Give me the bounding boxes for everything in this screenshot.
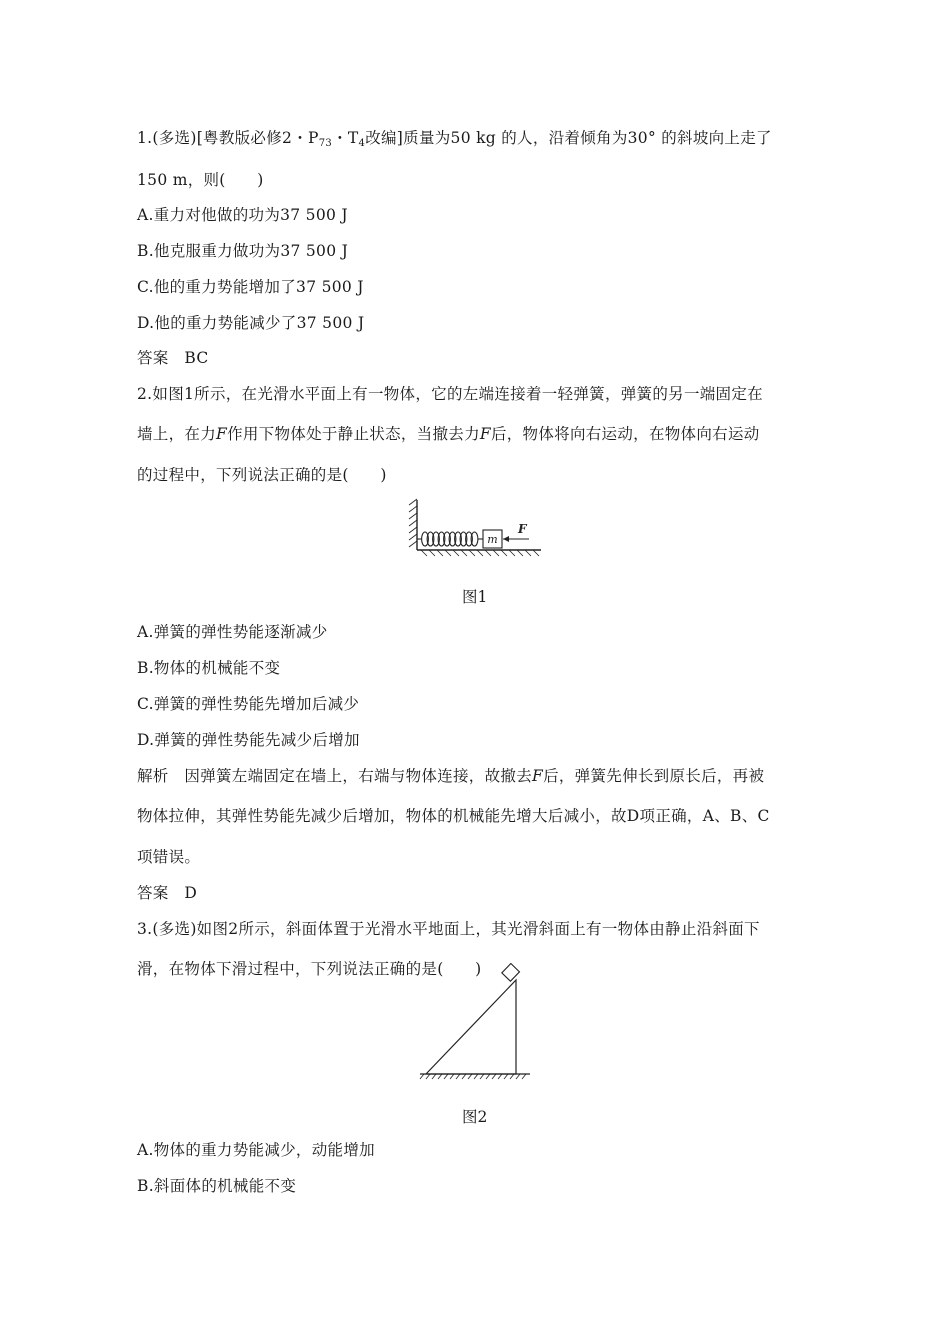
q3-stem-line2: 滑，在物体下滑过程中，下列说法正确的是( ): [137, 960, 482, 978]
q2-option-c: C.弹簧的弹性势能先增加后减少: [137, 695, 360, 713]
q2-analysis-line2: 物体拉伸，其弹性势能先减少后增加，物体的机械能先增大后减小，故D项正确，A、B、C: [137, 807, 770, 825]
q3-stem-line1: 3.(多选)如图2所示，斜面体置于光滑水平地面上，其光滑斜面上有一物体由静止沿斜面下: [137, 920, 760, 938]
q2-option-a: A.弹簧的弹性势能逐渐减少: [137, 623, 328, 641]
block-on-incline: [502, 964, 520, 982]
force-symbol: F: [532, 767, 544, 785]
q2-stem-line1: 2.如图1所示，在光滑水平面上有一物体，它的左端连接着一轻弹簧，弹簧的另一端固定在: [137, 385, 763, 403]
q1-stem-line1: [137, 128, 772, 154]
q2-analysis-line3: 项错误。: [137, 848, 201, 866]
q1-source: [粤教版必修2・$P_{73}$・$T_4$改编]: [196, 129, 404, 149]
force-label: F: [518, 522, 527, 536]
q2-analysis-line1: 解析 因弹簧左端固定在墙上，右端与物体连接，故撤去F后，弹簧先伸长到原长后，再被: [137, 767, 765, 785]
force-symbol: F: [216, 425, 228, 443]
q1-stem-text: 质量为50 kg 的人，沿着倾角为30° 的斜坡向上走了: [403, 129, 772, 147]
q1-answer: 答案 BC: [137, 349, 209, 367]
block-label: m: [487, 533, 498, 546]
incline: [426, 980, 516, 1074]
q1-option-a: A.重力对他做的功为37 500 J: [137, 206, 348, 224]
q1-tag: (多选): [152, 129, 197, 147]
force-symbol: F: [479, 425, 491, 443]
q1-option-b: B.他克服重力做功为37 500 J: [137, 242, 349, 260]
q1-option-c: C.他的重力势能增加了37 500 J: [137, 278, 364, 296]
spring: [417, 532, 483, 546]
q2-stem-line3: 的过程中，下列说法正确的是( ): [137, 466, 387, 484]
q2-answer: 答案 D: [137, 884, 198, 902]
q2-option-d: D.弹簧的弹性势能先减少后增加: [137, 731, 360, 749]
q3-option-a: A.物体的重力势能减少，动能增加: [137, 1141, 375, 1159]
q3-option-b: B.斜面体的机械能不变: [137, 1177, 297, 1195]
figure-1-spring-block: [405, 495, 545, 557]
q1-number: 1.: [137, 129, 153, 147]
q1-stem-line2: 150 m，则( ): [137, 171, 264, 189]
q1-option-d: D.他的重力势能减少了37 500 J: [137, 314, 365, 332]
q2-stem-line2: 墙上，在力F作用下物体处于静止状态，当撤去力F后，物体将向右运动，在物体向右运动: [137, 425, 760, 443]
figure-1-caption: 图1: [462, 588, 488, 606]
q2-option-b: B.物体的机械能不变: [137, 659, 281, 677]
figure-2-caption: 图2: [462, 1108, 488, 1126]
figure-2-incline: [418, 962, 533, 1082]
